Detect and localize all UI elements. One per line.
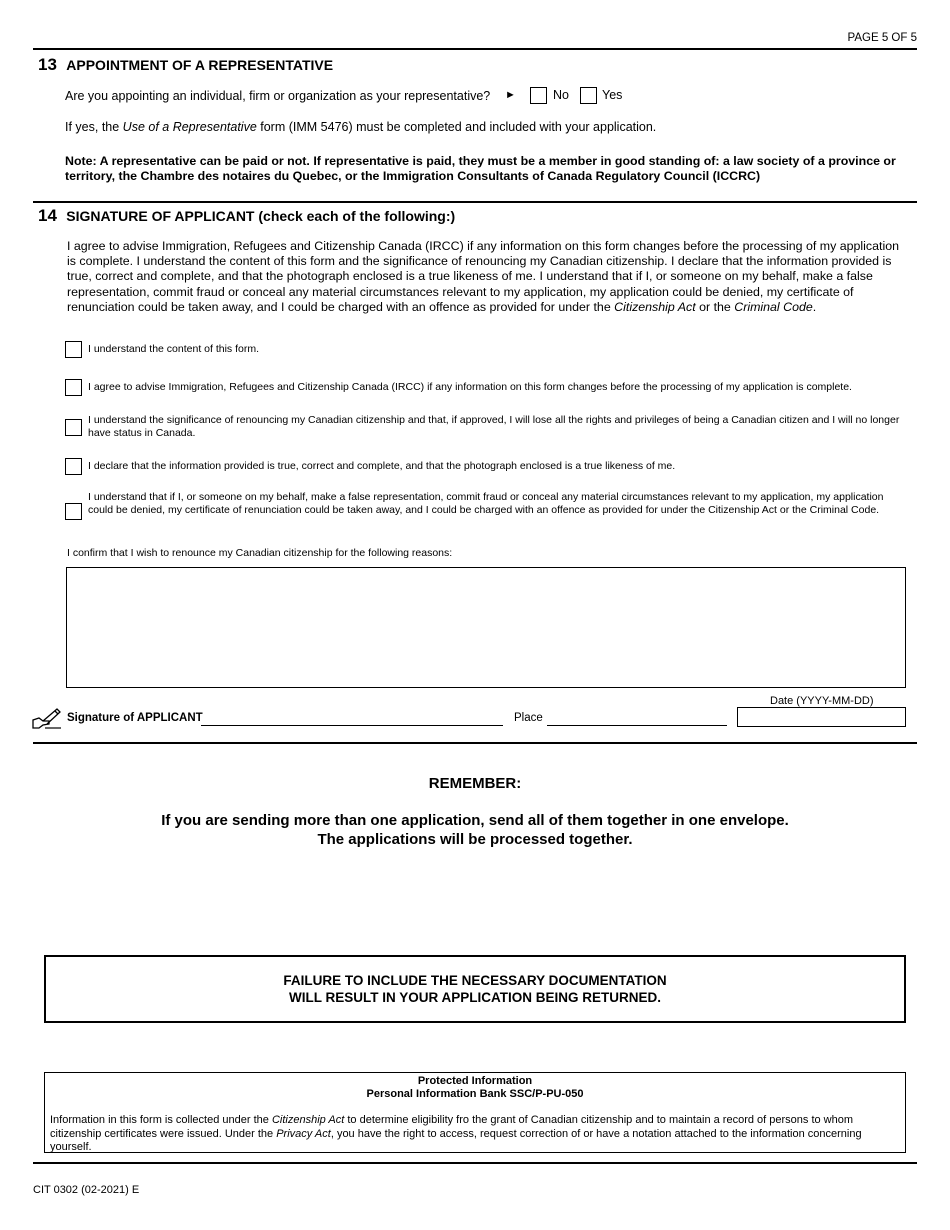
check-label-understand-content: I understand the content of this form.: [88, 343, 260, 355]
section-13-number: 13: [38, 55, 57, 74]
representative-yes-checkbox[interactable]: [580, 87, 597, 104]
check-understand-content[interactable]: [65, 341, 82, 358]
signature-label: Signature of APPLICANT: [67, 712, 203, 724]
representative-note: Note: A representative can be paid or not. If representative is paid, they must be a member in good standing of: a law society of a province or territory, the Chambre des notaires du Quebec, or the Immigration Consultants of Canada Regulatory Council (ICCRC): [65, 154, 896, 183]
protected-info-box: [44, 1072, 906, 1153]
top-rule: [33, 48, 917, 50]
declaration-text: [67, 239, 910, 315]
representative-yes-label: Yes: [602, 88, 623, 102]
representative-info-italic: Use of a Representative: [122, 120, 257, 134]
protected-text: [50, 1114, 902, 1155]
section-14-number: 14: [38, 206, 57, 225]
arrow-icon: ►: [505, 89, 516, 101]
protected-act-1: Citizenship Act: [271, 1114, 345, 1126]
check-false-representation[interactable]: [65, 503, 82, 520]
reasons-textarea[interactable]: [66, 567, 906, 688]
warning-box: [44, 955, 906, 1023]
protected-bank: Personal Information Bank SSC/P-PU-050: [366, 1088, 584, 1100]
representative-no-label: No: [553, 88, 569, 102]
check-label-false-representation: I understand that if I, or someone on my behalf, make a false representation, commit fraud or conceal any material circumstances relevant to my application, my application could be denied, my certificate of renunciation could be taken away, and I could be charged with an offence as provided for under the Citizenship Act or the Criminal Code.: [88, 491, 884, 516]
section-14-heading: [38, 206, 455, 226]
check-declare-true[interactable]: [65, 458, 82, 475]
date-field[interactable]: [737, 707, 906, 727]
date-label: Date (YYYY-MM-DD): [770, 695, 874, 707]
declaration-act: Citizenship Act: [614, 299, 696, 314]
protected-title: Protected Information: [417, 1075, 533, 1087]
representative-no-checkbox[interactable]: [530, 87, 547, 104]
section-13-heading: [38, 55, 333, 75]
section-end-rule: [33, 742, 917, 744]
warning-line-2: WILL RESULT IN YOUR APPLICATION BEING RETURNED.: [288, 990, 661, 1005]
pen-hand-icon: [31, 706, 63, 732]
protected-act-2: Privacy Act: [276, 1127, 331, 1140]
protected-text-post: , you have the right to access, request correction of or have a notation attached to the information concerning yourself.: [50, 1127, 862, 1153]
warning-line-1: FAILURE TO INCLUDE THE NECESSARY DOCUMENTATION: [283, 973, 667, 988]
representative-info-pre: If yes, the: [65, 120, 123, 134]
protected-text-mid: to determine eligibility fro the grant of Canadian citizenship and to maintain a record of persons to whom citizenship certificates were issued. Under the: [50, 1114, 854, 1140]
page-indicator: PAGE 5 OF 5: [847, 32, 917, 44]
representative-question: Are you appointing an individual, firm or organization as your representative?: [65, 89, 491, 103]
section-14-title: SIGNATURE OF APPLICANT (check each of the following:): [66, 208, 456, 224]
remember-line-2: The applications will be processed together.: [317, 831, 633, 848]
footer-rule: [33, 1162, 917, 1164]
place-label: Place: [514, 712, 543, 724]
place-line[interactable]: [547, 725, 727, 726]
declaration-code: Criminal Code: [734, 299, 813, 314]
section-14-rule: [33, 201, 917, 203]
form-code: CIT 0302 (02-2021) E: [33, 1184, 140, 1196]
remember-line-1: If you are sending more than one application, send all of them together in one envelope.: [161, 812, 789, 829]
declaration-main: I agree to advise Immigration, Refugees and Citizenship Canada (IRCC) if any information on this form changes before the processing of my application is complete. I understand the content of this form and the significance of renouncing my Canadian citizenship. I declare that the information provided is true, correct and complete, and that the photograph enclosed is a true likeness of me. I understand that if I, or someone on my behalf, make a false representation, commit fraud or conceal any material circumstances relevant to my application, my application could be denied, my certificate of renunciation could be taken away, and I could be charged with an offence as provided for under the: [67, 239, 899, 314]
representative-info-post: form (IMM 5476) must be completed and included with your application.: [256, 120, 657, 134]
check-label-understand-significance: I understand the significance of renouncing my Canadian citizenship and that, if approved, I will lose all the rights and privileges of being a Canadian citizen and I will no longer have status in Canada.: [88, 414, 900, 439]
reasons-label: I confirm that I wish to renounce my Canadian citizenship for the following reasons:: [67, 547, 453, 559]
signature-line[interactable]: [201, 725, 503, 726]
check-label-declare-true: I declare that the information provided is true, correct and complete, and that the photograph enclosed is a true likeness of me.: [88, 460, 676, 472]
protected-text-pre: Information in this form is collected under the: [50, 1114, 272, 1126]
section-13-title: APPOINTMENT OF A REPRESENTATIVE: [66, 57, 334, 73]
check-understand-significance[interactable]: [65, 419, 82, 436]
remember-title: REMEMBER:: [428, 775, 522, 792]
check-agree-advise[interactable]: [65, 379, 82, 396]
declaration-or: or the: [695, 299, 735, 314]
declaration-end: .: [812, 299, 817, 314]
representative-info: [65, 120, 656, 134]
check-label-agree-advise: I agree to advise Immigration, Refugees and Citizenship Canada (IRCC) if any information on this form changes before the processing of my application is complete.: [88, 381, 852, 393]
